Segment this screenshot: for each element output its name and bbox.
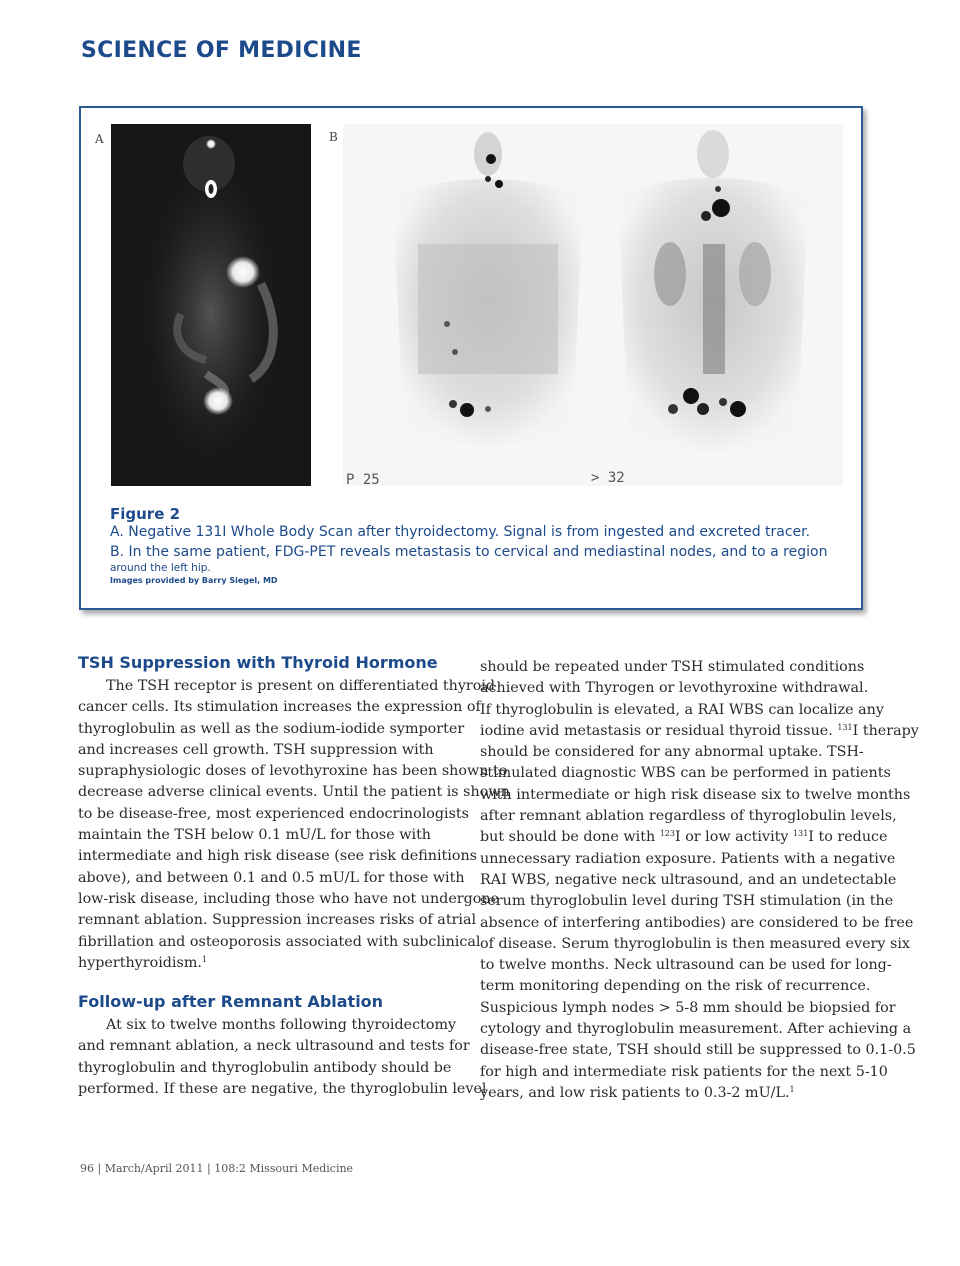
text-line: term monitoring depending on the risk of recurrence. [480,978,871,995]
panel-a-label: A [95,132,104,146]
text-line: disease-free state, TSH should still be suppressed to 0.1-0.5 [480,1042,916,1059]
pet-label-p25: P 25 [346,472,380,488]
pet-label-32: > 32 [591,470,625,486]
text-line: after remnant ablation regardless of thyroglobulin levels, [480,808,897,825]
heading-tsh-suppression: TSH Suppression with Thyroid Hormone [78,653,438,672]
text-line: should be considered for any abnormal uptake. TSH- [480,744,864,761]
text-line: cancer cells. Its stimulation increases the expression of [78,699,481,716]
text-line [480,1083,870,1104]
text-line: fibrillation and osteoporosis associated with subclinical [78,933,481,950]
text-segment: iodine avid metastasis or residual thyroid tissue. [480,722,838,739]
text-segment: I therapy [852,722,919,739]
isotope-superscript: 131 [793,829,809,839]
text-line: maintain the TSH below 0.1 mU/L for those with [78,827,432,844]
text-line: cytology and thyroglobulin measurement. After achieving a [480,1021,912,1038]
figure-title: Figure 2 [110,505,181,523]
reference-marker: 1 [789,1084,795,1094]
figure-2 [79,106,863,610]
text-line: with intermediate or high risk disease six to twelve months [480,786,911,803]
fdg-pet-image [343,124,843,486]
text-line: above), and between 0.1 and 0.5 mU/L for those with [78,869,465,886]
text-line: thyroglobulin as well as the sodium-iodide symporter [78,720,465,737]
text-line: and increases cell growth. TSH suppression with [78,741,434,758]
text-segment: I or low activity [675,829,794,846]
text-line: stimulated diagnostic WBS can be performed in patients [480,765,891,782]
text-line: The TSH receptor is present on differentiated thyroid [106,678,496,694]
left-column [78,652,510,1100]
text-line: decrease adverse clinical events. Until the patient is shown [78,784,510,801]
text-line: At six to twelve months following thyroidectomy [106,1017,457,1034]
text-line: low-risk disease, including those who have not undergone [78,890,500,907]
panel-b-label: B [329,130,338,144]
text-segment: years, and low risk patients to 0.3-2 mU/L. [480,1084,790,1101]
text-line: should be repeated under TSH stimulated conditions [480,659,865,675]
isotope-superscript: 123 [659,829,675,839]
text-line: of disease. Serum thyroglobulin is then measured every six [480,935,910,952]
text-line: to be disease-free, most experienced endocrinologists [78,805,470,822]
figure-caption-a: A. Negative 131I Whole Body Scan after thyroidectomy. Signal is from ingested and excreted tracer. [110,524,811,540]
text-line: Suspicious lymph nodes > 5-8 mm should be biopsied for [480,999,896,1016]
paragraph-tsh [78,676,510,974]
right-column [480,657,919,1104]
text-line: and remnant ablation, a neck ultrasound and tests for [78,1038,470,1055]
page-footer: 96 | March/April 2011 | 108:2 Missouri Medicine [80,1162,354,1175]
text-segment: but should be done with [480,829,660,846]
text-line [480,827,888,848]
heading-follow-up: Follow-up after Remnant Ablation [78,992,384,1012]
text-line: If thyroglobulin is elevated, a RAI WBS can localize any [480,701,884,718]
isotope-superscript: 131 [837,722,853,732]
wbs-scan-image [111,124,311,486]
text-line: unnecessary radiation exposure. Patients with a negative [480,850,896,867]
text-line: absence of interfering antibodies) are considered to be free [480,914,914,931]
paragraph-follow-up [78,1015,487,1100]
text-line: achieved with Thyrogen or levothyroxine withdrawal. [480,680,869,697]
text-line: intermediate and high risk disease (see risk definitions [78,848,478,865]
figure-credit: Images provided by Barry Siegel, MD [110,576,278,585]
text-line: supraphysiologic doses of levothyroxine has been shown to [78,763,508,780]
reference-marker: 1 [201,954,208,964]
text-line: performed. If these are negative, the thyroglobulin level [78,1081,487,1098]
text-line: for high and intermediate risk patients for the next 5-10 [480,1063,888,1080]
figure-caption-b: B. In the same patient, FDG-PET reveals metastasis to cervical and mediastinal nodes, and to a region [110,544,828,560]
figure-caption-b-continued: around the left hip. [110,562,211,574]
text-line: thyroglobulin and thyroglobulin antibody should be [78,1059,452,1076]
text-line: to twelve months. Neck ultrasound can be used for long- [480,957,892,974]
text-line: remnant ablation. Suppression increases risks of atrial [78,912,477,929]
text-line [78,953,456,974]
text-line [480,721,919,742]
text-segment: hyperthyroidism. [78,954,202,971]
text-line: RAI WBS, negative neck ultrasound, and an undetectable [480,871,897,888]
text-segment: I to reduce [808,829,888,846]
text-line: serum thyroglobulin level during TSH stimulation (in the [480,893,894,910]
section-title: SCIENCE OF MEDICINE [81,38,362,63]
